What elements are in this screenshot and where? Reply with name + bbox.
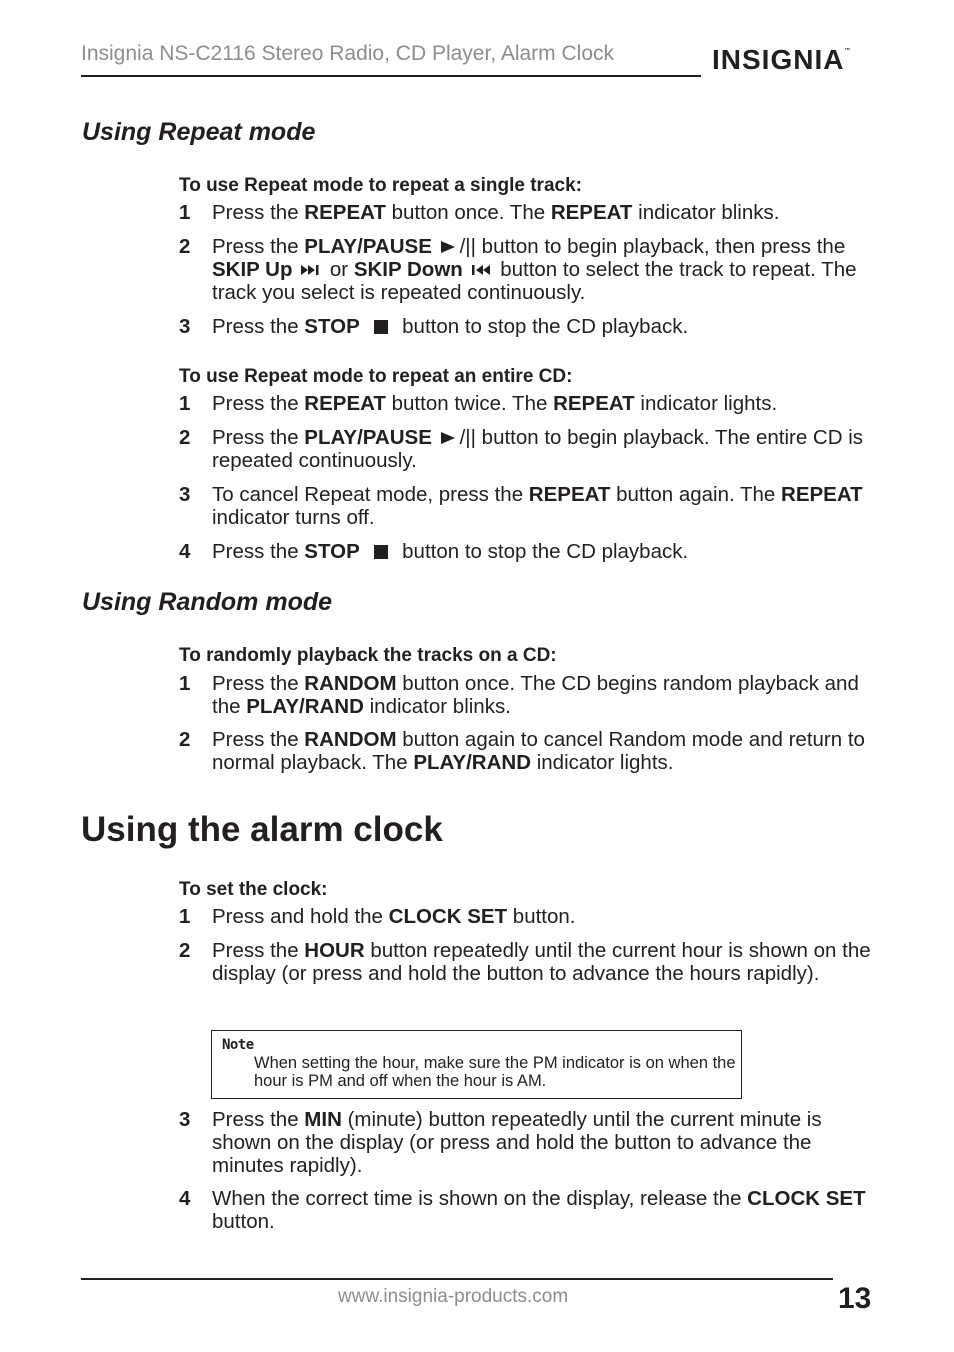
step-text: Press the REPEAT button twice. The REPEAT indicator lights. bbox=[212, 392, 778, 415]
step-number: 1 bbox=[179, 392, 191, 415]
logo-wordmark: INSIGNIA bbox=[712, 44, 845, 75]
step-item bbox=[179, 1187, 879, 1233]
footer-url: www.insignia-products.com bbox=[338, 1286, 569, 1307]
skip-back-icon bbox=[472, 264, 492, 276]
step-text: Press the HOUR button repeatedly until the current hour is shown on the display (or press and hold the button to advance the hours rapidly). bbox=[212, 939, 871, 985]
section-heading-repeat: Using Repeat mode bbox=[82, 118, 316, 146]
section-heading-alarm: Using the alarm clock bbox=[81, 810, 443, 849]
step-number: 2 bbox=[179, 426, 191, 449]
stop-icon bbox=[374, 545, 388, 559]
skip-forward-icon bbox=[301, 264, 321, 276]
step-item bbox=[179, 483, 879, 529]
play-pause-icon bbox=[441, 240, 457, 254]
step-number: 2 bbox=[179, 939, 191, 962]
step-text: Press the PLAY/PAUSE /|| button to begin playback, then press the SKIP Up or SKIP Down button to select the track to repeat. The track you select is repeated continuously. bbox=[212, 235, 857, 304]
procedure-heading-random: To randomly playback the tracks on a CD: bbox=[179, 645, 557, 666]
step-item bbox=[179, 235, 879, 304]
header-divider bbox=[81, 75, 701, 77]
step-number: 1 bbox=[179, 672, 191, 695]
step-number: 2 bbox=[179, 728, 191, 751]
step-text: Press the STOP button to stop the CD playback. bbox=[212, 540, 689, 563]
step-text: Press the STOP button to stop the CD playback. bbox=[212, 315, 689, 338]
step-text: Press the REPEAT button once. The REPEAT indicator blinks. bbox=[212, 201, 780, 224]
procedure-heading-set-clock: To set the clock: bbox=[179, 879, 328, 900]
step-item bbox=[179, 939, 879, 985]
note-box bbox=[211, 1030, 742, 1099]
step-text: When the correct time is shown on the display, release the CLOCK SET button. bbox=[212, 1187, 866, 1233]
step-item bbox=[179, 426, 879, 472]
step-number: 3 bbox=[179, 315, 191, 338]
step-item bbox=[179, 1108, 879, 1177]
step-item bbox=[179, 201, 879, 224]
step-item bbox=[179, 540, 879, 563]
procedure-heading-single-track: To use Repeat mode to repeat a single track: bbox=[179, 175, 582, 196]
page-number: 13 bbox=[838, 1282, 872, 1315]
step-number: 1 bbox=[179, 201, 191, 224]
step-item bbox=[179, 315, 879, 338]
step-text: To cancel Repeat mode, press the REPEAT button again. The REPEAT indicator turns off. bbox=[212, 483, 863, 529]
procedure-heading-entire-cd: To use Repeat mode to repeat an entire CD: bbox=[179, 366, 573, 387]
step-number: 3 bbox=[179, 1108, 191, 1131]
step-text: Press the RANDOM button again to cancel Random mode and return to normal playback. The PLAY/RAND indicator lights. bbox=[212, 728, 865, 774]
step-number: 2 bbox=[179, 235, 191, 258]
footer-divider bbox=[81, 1278, 833, 1280]
step-item bbox=[179, 728, 879, 774]
insignia-logo bbox=[712, 44, 851, 76]
step-text: Press and hold the CLOCK SET button. bbox=[212, 905, 576, 928]
play-pause-icon bbox=[441, 431, 457, 445]
step-item bbox=[179, 905, 879, 928]
note-label: Note bbox=[222, 1037, 254, 1053]
step-number: 4 bbox=[179, 540, 191, 563]
step-number: 4 bbox=[179, 1187, 191, 1210]
logo-trademark: ™ bbox=[844, 48, 852, 54]
step-text: Press the RANDOM button once. The CD begins random playback and the PLAY/RAND indicator blinks. bbox=[212, 672, 859, 718]
note-text: When setting the hour, make sure the PM indicator is on when the hour is PM and off when the hour is AM. bbox=[254, 1054, 736, 1090]
stop-icon bbox=[374, 320, 388, 334]
step-text: Press the PLAY/PAUSE /|| button to begin playback. The entire CD is repeated continuously. bbox=[212, 426, 864, 472]
step-item bbox=[179, 672, 879, 718]
step-number: 3 bbox=[179, 483, 191, 506]
step-item bbox=[179, 392, 879, 415]
document-header-title: Insignia NS-C2116 Stereo Radio, CD Player, Alarm Clock bbox=[81, 42, 615, 65]
section-heading-random: Using Random mode bbox=[82, 588, 333, 616]
step-text: Press the MIN (minute) button repeatedly until the current minute is shown on the display (or press and hold the button to advance the minutes rapidly). bbox=[212, 1108, 822, 1177]
step-number: 1 bbox=[179, 905, 191, 928]
